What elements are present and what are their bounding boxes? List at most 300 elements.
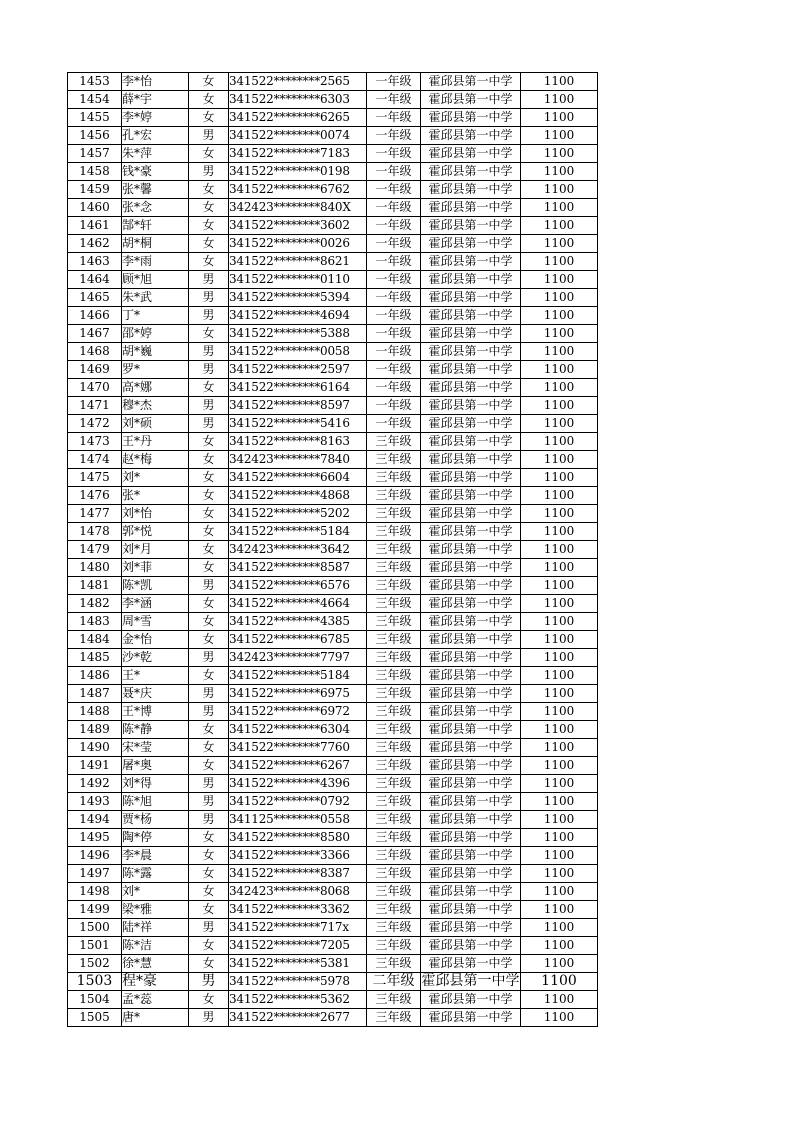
table-row bbox=[68, 235, 598, 253]
table-row bbox=[68, 901, 598, 919]
school-cell: 霍邱县第一中学 bbox=[421, 181, 521, 199]
row-number-cell: 1481 bbox=[68, 577, 122, 595]
gender-cell: 女 bbox=[189, 901, 229, 919]
amount-cell: 1100 bbox=[521, 541, 598, 559]
table-row bbox=[68, 1009, 598, 1027]
grade-cell: 一年级 bbox=[367, 325, 421, 343]
grade-cell: 一年级 bbox=[367, 397, 421, 415]
gender-cell: 男 bbox=[189, 289, 229, 307]
amount-cell: 1100 bbox=[521, 775, 598, 793]
row-number-cell: 1501 bbox=[68, 937, 122, 955]
id-number-cell: 341522********0058 bbox=[229, 343, 367, 361]
id-number-cell: 341522********5184 bbox=[229, 667, 367, 685]
grade-cell: 三年级 bbox=[367, 775, 421, 793]
table-row bbox=[68, 577, 598, 595]
amount-cell: 1100 bbox=[521, 235, 598, 253]
amount-cell: 1100 bbox=[521, 649, 598, 667]
row-number-cell: 1490 bbox=[68, 739, 122, 757]
row-number-cell: 1486 bbox=[68, 667, 122, 685]
id-number-cell: 341522********6267 bbox=[229, 757, 367, 775]
id-number-cell: 342423********3642 bbox=[229, 541, 367, 559]
amount-cell: 1100 bbox=[521, 595, 598, 613]
amount-cell: 1100 bbox=[521, 523, 598, 541]
school-cell: 霍邱县第一中学 bbox=[421, 919, 521, 937]
school-cell: 霍邱县第一中学 bbox=[421, 991, 521, 1009]
row-number-cell: 1502 bbox=[68, 955, 122, 973]
student-name-cell: 郭*悦 bbox=[122, 523, 189, 541]
school-cell: 霍邱县第一中学 bbox=[421, 109, 521, 127]
school-cell: 霍邱县第一中学 bbox=[421, 127, 521, 145]
gender-cell: 男 bbox=[189, 811, 229, 829]
gender-cell: 男 bbox=[189, 919, 229, 937]
student-name-cell: 李*雨 bbox=[122, 253, 189, 271]
table-row bbox=[68, 865, 598, 883]
student-name-cell: 贾*杨 bbox=[122, 811, 189, 829]
school-cell: 霍邱县第一中学 bbox=[421, 163, 521, 181]
table-row bbox=[68, 73, 598, 91]
table-row bbox=[68, 919, 598, 937]
table-row bbox=[68, 829, 598, 847]
table-row bbox=[68, 559, 598, 577]
id-number-cell: 341522********6604 bbox=[229, 469, 367, 487]
school-cell: 霍邱县第一中学 bbox=[421, 469, 521, 487]
grade-cell: 三年级 bbox=[367, 631, 421, 649]
student-name-cell: 朱*萍 bbox=[122, 145, 189, 163]
table-row bbox=[68, 793, 598, 811]
grade-cell: 三年级 bbox=[367, 955, 421, 973]
student-name-cell: 穆*杰 bbox=[122, 397, 189, 415]
id-number-cell: 341522********3362 bbox=[229, 901, 367, 919]
gender-cell: 女 bbox=[189, 73, 229, 91]
school-cell: 霍邱县第一中学 bbox=[421, 379, 521, 397]
school-cell: 霍邱县第一中学 bbox=[421, 631, 521, 649]
school-cell: 霍邱县第一中学 bbox=[421, 577, 521, 595]
gender-cell: 女 bbox=[189, 91, 229, 109]
school-cell: 霍邱县第一中学 bbox=[421, 397, 521, 415]
grade-cell: 三年级 bbox=[367, 865, 421, 883]
amount-cell: 1100 bbox=[521, 631, 598, 649]
id-number-cell: 341522********6785 bbox=[229, 631, 367, 649]
table-row bbox=[68, 955, 598, 973]
gender-cell: 女 bbox=[189, 379, 229, 397]
student-name-cell: 沙*乾 bbox=[122, 649, 189, 667]
grade-cell: 三年级 bbox=[367, 901, 421, 919]
row-number-cell: 1491 bbox=[68, 757, 122, 775]
student-name-cell: 唐* bbox=[122, 1009, 189, 1027]
grade-cell: 三年级 bbox=[367, 739, 421, 757]
grade-cell: 三年级 bbox=[367, 559, 421, 577]
student-name-cell: 高*娜 bbox=[122, 379, 189, 397]
grade-cell: 一年级 bbox=[367, 181, 421, 199]
id-number-cell: 342423********840X bbox=[229, 199, 367, 217]
table-row bbox=[68, 613, 598, 631]
gender-cell: 女 bbox=[189, 505, 229, 523]
table-row bbox=[68, 937, 598, 955]
id-number-cell: 341522********6576 bbox=[229, 577, 367, 595]
grade-cell: 三年级 bbox=[367, 703, 421, 721]
student-name-cell: 王*丹 bbox=[122, 433, 189, 451]
id-number-cell: 341522********0110 bbox=[229, 271, 367, 289]
row-number-cell: 1503 bbox=[68, 973, 122, 991]
grade-cell: 三年级 bbox=[367, 595, 421, 613]
row-number-cell: 1454 bbox=[68, 91, 122, 109]
student-name-cell: 陈*静 bbox=[122, 721, 189, 739]
student-name-cell: 宋*莹 bbox=[122, 739, 189, 757]
amount-cell: 1100 bbox=[521, 163, 598, 181]
table-row bbox=[68, 361, 598, 379]
grade-cell: 一年级 bbox=[367, 415, 421, 433]
student-name-cell: 刘*怡 bbox=[122, 505, 189, 523]
table-row bbox=[68, 775, 598, 793]
amount-cell: 1100 bbox=[521, 307, 598, 325]
amount-cell: 1100 bbox=[521, 973, 598, 991]
student-name-cell: 李*涵 bbox=[122, 595, 189, 613]
student-name-cell: 邵*婷 bbox=[122, 325, 189, 343]
amount-cell: 1100 bbox=[521, 721, 598, 739]
student-name-cell: 梁*雅 bbox=[122, 901, 189, 919]
id-number-cell: 341522********6304 bbox=[229, 721, 367, 739]
school-cell: 霍邱县第一中学 bbox=[421, 811, 521, 829]
school-cell: 霍邱县第一中学 bbox=[421, 955, 521, 973]
id-number-cell: 341522********5394 bbox=[229, 289, 367, 307]
school-cell: 霍邱县第一中学 bbox=[421, 829, 521, 847]
gender-cell: 女 bbox=[189, 991, 229, 1009]
grade-cell: 一年级 bbox=[367, 199, 421, 217]
school-cell: 霍邱县第一中学 bbox=[421, 271, 521, 289]
id-number-cell: 341522********4868 bbox=[229, 487, 367, 505]
school-cell: 霍邱县第一中学 bbox=[421, 325, 521, 343]
row-number-cell: 1470 bbox=[68, 379, 122, 397]
student-name-cell: 刘*月 bbox=[122, 541, 189, 559]
gender-cell: 男 bbox=[189, 271, 229, 289]
gender-cell: 女 bbox=[189, 253, 229, 271]
school-cell: 霍邱县第一中学 bbox=[421, 757, 521, 775]
amount-cell: 1100 bbox=[521, 1009, 598, 1027]
amount-cell: 1100 bbox=[521, 289, 598, 307]
gender-cell: 女 bbox=[189, 469, 229, 487]
school-cell: 霍邱县第一中学 bbox=[421, 505, 521, 523]
school-cell: 霍邱县第一中学 bbox=[421, 559, 521, 577]
row-number-cell: 1483 bbox=[68, 613, 122, 631]
table-row bbox=[68, 667, 598, 685]
id-number-cell: 341522********8163 bbox=[229, 433, 367, 451]
amount-cell: 1100 bbox=[521, 145, 598, 163]
school-cell: 霍邱县第一中学 bbox=[421, 253, 521, 271]
school-cell: 霍邱县第一中学 bbox=[421, 973, 520, 989]
school-cell: 霍邱县第一中学 bbox=[421, 523, 521, 541]
student-name-cell: 聂*庆 bbox=[122, 685, 189, 703]
grade-cell: 三年级 bbox=[367, 829, 421, 847]
amount-cell: 1100 bbox=[521, 811, 598, 829]
table-row bbox=[68, 253, 598, 271]
amount-cell: 1100 bbox=[521, 487, 598, 505]
school-cell: 霍邱县第一中学 bbox=[421, 883, 521, 901]
school-cell: 霍邱县第一中学 bbox=[421, 595, 521, 613]
table-row bbox=[68, 649, 598, 667]
row-number-cell: 1477 bbox=[68, 505, 122, 523]
school-cell: 霍邱县第一中学 bbox=[421, 541, 521, 559]
id-number-cell: 341522********8597 bbox=[229, 397, 367, 415]
amount-cell: 1100 bbox=[521, 955, 598, 973]
amount-cell: 1100 bbox=[521, 829, 598, 847]
id-number-cell: 341522********8387 bbox=[229, 865, 367, 883]
amount-cell: 1100 bbox=[521, 667, 598, 685]
gender-cell: 男 bbox=[189, 577, 229, 595]
school-cell: 霍邱县第一中学 bbox=[421, 343, 521, 361]
row-number-cell: 1487 bbox=[68, 685, 122, 703]
row-number-cell: 1459 bbox=[68, 181, 122, 199]
amount-cell: 1100 bbox=[521, 343, 598, 361]
id-number-cell: 341522********2597 bbox=[229, 361, 367, 379]
id-number-cell: 341522********0198 bbox=[229, 163, 367, 181]
id-number-cell: 341522********5184 bbox=[229, 523, 367, 541]
grade-cell: 三年级 bbox=[367, 757, 421, 775]
amount-cell: 1100 bbox=[521, 199, 598, 217]
student-name-cell: 刘*得 bbox=[122, 775, 189, 793]
school-cell: 霍邱县第一中学 bbox=[421, 1009, 521, 1027]
id-number-cell: 341522********2677 bbox=[229, 1009, 367, 1027]
grade-cell: 一年级 bbox=[367, 217, 421, 235]
table-row bbox=[68, 973, 598, 991]
id-number-cell: 341522********7205 bbox=[229, 937, 367, 955]
grade-cell: 一年级 bbox=[367, 379, 421, 397]
table-row bbox=[68, 595, 598, 613]
grade-cell: 三年级 bbox=[367, 793, 421, 811]
student-name-cell: 薛*宇 bbox=[122, 91, 189, 109]
table-row bbox=[68, 217, 598, 235]
id-number-cell: 341522********5388 bbox=[229, 325, 367, 343]
gender-cell: 女 bbox=[189, 217, 229, 235]
table-row bbox=[68, 685, 598, 703]
gender-cell: 女 bbox=[189, 667, 229, 685]
gender-cell: 男 bbox=[189, 1009, 229, 1027]
row-number-cell: 1471 bbox=[68, 397, 122, 415]
gender-cell: 女 bbox=[189, 829, 229, 847]
school-cell: 霍邱县第一中学 bbox=[421, 685, 521, 703]
gender-cell: 女 bbox=[189, 541, 229, 559]
student-name-cell: 张*馨 bbox=[122, 181, 189, 199]
table-row bbox=[68, 487, 598, 505]
grade-cell: 三年级 bbox=[367, 487, 421, 505]
school-cell: 霍邱县第一中学 bbox=[421, 145, 521, 163]
amount-cell: 1100 bbox=[521, 505, 598, 523]
gender-cell: 女 bbox=[189, 613, 229, 631]
student-name-cell: 金*怡 bbox=[122, 631, 189, 649]
amount-cell: 1100 bbox=[521, 991, 598, 1009]
id-number-cell: 341522********6265 bbox=[229, 109, 367, 127]
grade-cell: 一年级 bbox=[367, 307, 421, 325]
student-name-cell: 钱*豪 bbox=[122, 163, 189, 181]
student-name-cell: 屠*奥 bbox=[122, 757, 189, 775]
student-name-cell: 徐*慧 bbox=[122, 955, 189, 973]
amount-cell: 1100 bbox=[521, 361, 598, 379]
grade-cell: 三年级 bbox=[367, 811, 421, 829]
gender-cell: 女 bbox=[189, 199, 229, 217]
row-number-cell: 1457 bbox=[68, 145, 122, 163]
id-number-cell: 341522********0074 bbox=[229, 127, 367, 145]
row-number-cell: 1493 bbox=[68, 793, 122, 811]
student-name-cell: 陈*旭 bbox=[122, 793, 189, 811]
grade-cell: 三年级 bbox=[367, 451, 421, 469]
amount-cell: 1100 bbox=[521, 559, 598, 577]
grade-cell: 三年级 bbox=[367, 883, 421, 901]
school-cell: 霍邱县第一中学 bbox=[421, 865, 521, 883]
table-row bbox=[68, 739, 598, 757]
id-number-cell: 341522********6975 bbox=[229, 685, 367, 703]
student-name-cell: 刘*菲 bbox=[122, 559, 189, 577]
school-cell: 霍邱县第一中学 bbox=[421, 703, 521, 721]
gender-cell: 女 bbox=[189, 955, 229, 973]
school-cell: 霍邱县第一中学 bbox=[421, 847, 521, 865]
row-number-cell: 1473 bbox=[68, 433, 122, 451]
id-number-cell: 341522********4664 bbox=[229, 595, 367, 613]
grade-cell: 三年级 bbox=[367, 523, 421, 541]
amount-cell: 1100 bbox=[521, 937, 598, 955]
student-name-cell: 陈*洁 bbox=[122, 937, 189, 955]
grade-cell: 三年级 bbox=[367, 919, 421, 937]
row-number-cell: 1456 bbox=[68, 127, 122, 145]
student-name-cell: 周*雪 bbox=[122, 613, 189, 631]
student-name-cell: 王* bbox=[122, 667, 189, 685]
gender-cell: 女 bbox=[189, 739, 229, 757]
grade-cell: 一年级 bbox=[367, 289, 421, 307]
gender-cell: 男 bbox=[189, 361, 229, 379]
school-cell: 霍邱县第一中学 bbox=[421, 91, 521, 109]
amount-cell: 1100 bbox=[521, 415, 598, 433]
school-cell: 霍邱县第一中学 bbox=[421, 793, 521, 811]
table-row bbox=[68, 163, 598, 181]
amount-cell: 1100 bbox=[521, 181, 598, 199]
school-cell: 霍邱县第一中学 bbox=[421, 235, 521, 253]
row-number-cell: 1480 bbox=[68, 559, 122, 577]
gender-cell: 女 bbox=[189, 451, 229, 469]
gender-cell: 男 bbox=[189, 163, 229, 181]
id-number-cell: 341522********5202 bbox=[229, 505, 367, 523]
grade-cell: 一年级 bbox=[367, 343, 421, 361]
table-row bbox=[68, 469, 598, 487]
table-row bbox=[68, 397, 598, 415]
school-cell: 霍邱县第一中学 bbox=[421, 361, 521, 379]
row-number-cell: 1479 bbox=[68, 541, 122, 559]
row-number-cell: 1463 bbox=[68, 253, 122, 271]
row-number-cell: 1494 bbox=[68, 811, 122, 829]
id-number-cell: 341522********5362 bbox=[229, 991, 367, 1009]
grade-cell: 三年级 bbox=[367, 847, 421, 865]
school-cell: 霍邱县第一中学 bbox=[421, 451, 521, 469]
gender-cell: 男 bbox=[189, 793, 229, 811]
id-number-cell: 341522********5381 bbox=[229, 955, 367, 973]
id-number-cell: 341522********0026 bbox=[229, 235, 367, 253]
grade-cell: 三年级 bbox=[367, 541, 421, 559]
gender-cell: 女 bbox=[189, 181, 229, 199]
row-number-cell: 1484 bbox=[68, 631, 122, 649]
table-row bbox=[68, 91, 598, 109]
id-number-cell: 341522********4396 bbox=[229, 775, 367, 793]
gender-cell: 女 bbox=[189, 109, 229, 127]
table-row bbox=[68, 703, 598, 721]
id-number-cell: 341522********6762 bbox=[229, 181, 367, 199]
table-row bbox=[68, 433, 598, 451]
amount-cell: 1100 bbox=[521, 73, 598, 91]
id-number-cell: 341522********7760 bbox=[229, 739, 367, 757]
amount-cell: 1100 bbox=[521, 469, 598, 487]
grade-cell: 三年级 bbox=[367, 667, 421, 685]
table-row bbox=[68, 721, 598, 739]
id-number-cell: 341522********3602 bbox=[229, 217, 367, 235]
amount-cell: 1100 bbox=[521, 397, 598, 415]
table-row bbox=[68, 109, 598, 127]
table-row bbox=[68, 631, 598, 649]
student-name-cell: 程*豪 bbox=[122, 973, 189, 991]
gender-cell: 女 bbox=[189, 325, 229, 343]
row-number-cell: 1474 bbox=[68, 451, 122, 469]
gender-cell: 女 bbox=[189, 523, 229, 541]
grade-cell: 一年级 bbox=[367, 271, 421, 289]
amount-cell: 1100 bbox=[521, 379, 598, 397]
row-number-cell: 1467 bbox=[68, 325, 122, 343]
id-number-cell: 341522********5978 bbox=[229, 973, 367, 991]
table-row bbox=[68, 343, 598, 361]
gender-cell: 男 bbox=[189, 307, 229, 325]
grade-cell: 一年级 bbox=[367, 91, 421, 109]
gender-cell: 女 bbox=[189, 865, 229, 883]
student-name-cell: 刘* bbox=[122, 883, 189, 901]
grade-cell: 三年级 bbox=[367, 505, 421, 523]
grade-cell: 三年级 bbox=[367, 685, 421, 703]
row-number-cell: 1499 bbox=[68, 901, 122, 919]
amount-cell: 1100 bbox=[521, 217, 598, 235]
gender-cell: 女 bbox=[189, 433, 229, 451]
gender-cell: 女 bbox=[189, 595, 229, 613]
table-row bbox=[68, 199, 598, 217]
amount-cell: 1100 bbox=[521, 847, 598, 865]
table-row bbox=[68, 415, 598, 433]
gender-cell: 女 bbox=[189, 235, 229, 253]
id-number-cell: 342423********7797 bbox=[229, 649, 367, 667]
row-number-cell: 1466 bbox=[68, 307, 122, 325]
table-row bbox=[68, 289, 598, 307]
grade-cell: 一年级 bbox=[367, 253, 421, 271]
grade-cell: 一年级 bbox=[367, 109, 421, 127]
school-cell: 霍邱县第一中学 bbox=[421, 307, 521, 325]
amount-cell: 1100 bbox=[521, 325, 598, 343]
gender-cell: 男 bbox=[189, 703, 229, 721]
table-row bbox=[68, 847, 598, 865]
gender-cell: 女 bbox=[189, 631, 229, 649]
id-number-cell: 341522********6164 bbox=[229, 379, 367, 397]
grade-cell: 三年级 bbox=[367, 613, 421, 631]
student-name-cell: 张* bbox=[122, 487, 189, 505]
row-number-cell: 1492 bbox=[68, 775, 122, 793]
gender-cell: 女 bbox=[189, 559, 229, 577]
id-number-cell: 341522********3366 bbox=[229, 847, 367, 865]
table-row bbox=[68, 505, 598, 523]
school-cell: 霍邱县第一中学 bbox=[421, 415, 521, 433]
grade-cell: 一年级 bbox=[367, 127, 421, 145]
row-number-cell: 1468 bbox=[68, 343, 122, 361]
grade-cell: 三年级 bbox=[367, 937, 421, 955]
table-row bbox=[68, 181, 598, 199]
gender-cell: 女 bbox=[189, 883, 229, 901]
id-number-cell: 341522********8621 bbox=[229, 253, 367, 271]
student-name-cell: 李*晨 bbox=[122, 847, 189, 865]
student-name-cell: 张*念 bbox=[122, 199, 189, 217]
row-number-cell: 1498 bbox=[68, 883, 122, 901]
grade-cell: 三年级 bbox=[367, 721, 421, 739]
roster-body bbox=[68, 73, 598, 1027]
student-name-cell: 陈*露 bbox=[122, 865, 189, 883]
student-name-cell: 李*怡 bbox=[122, 73, 189, 91]
